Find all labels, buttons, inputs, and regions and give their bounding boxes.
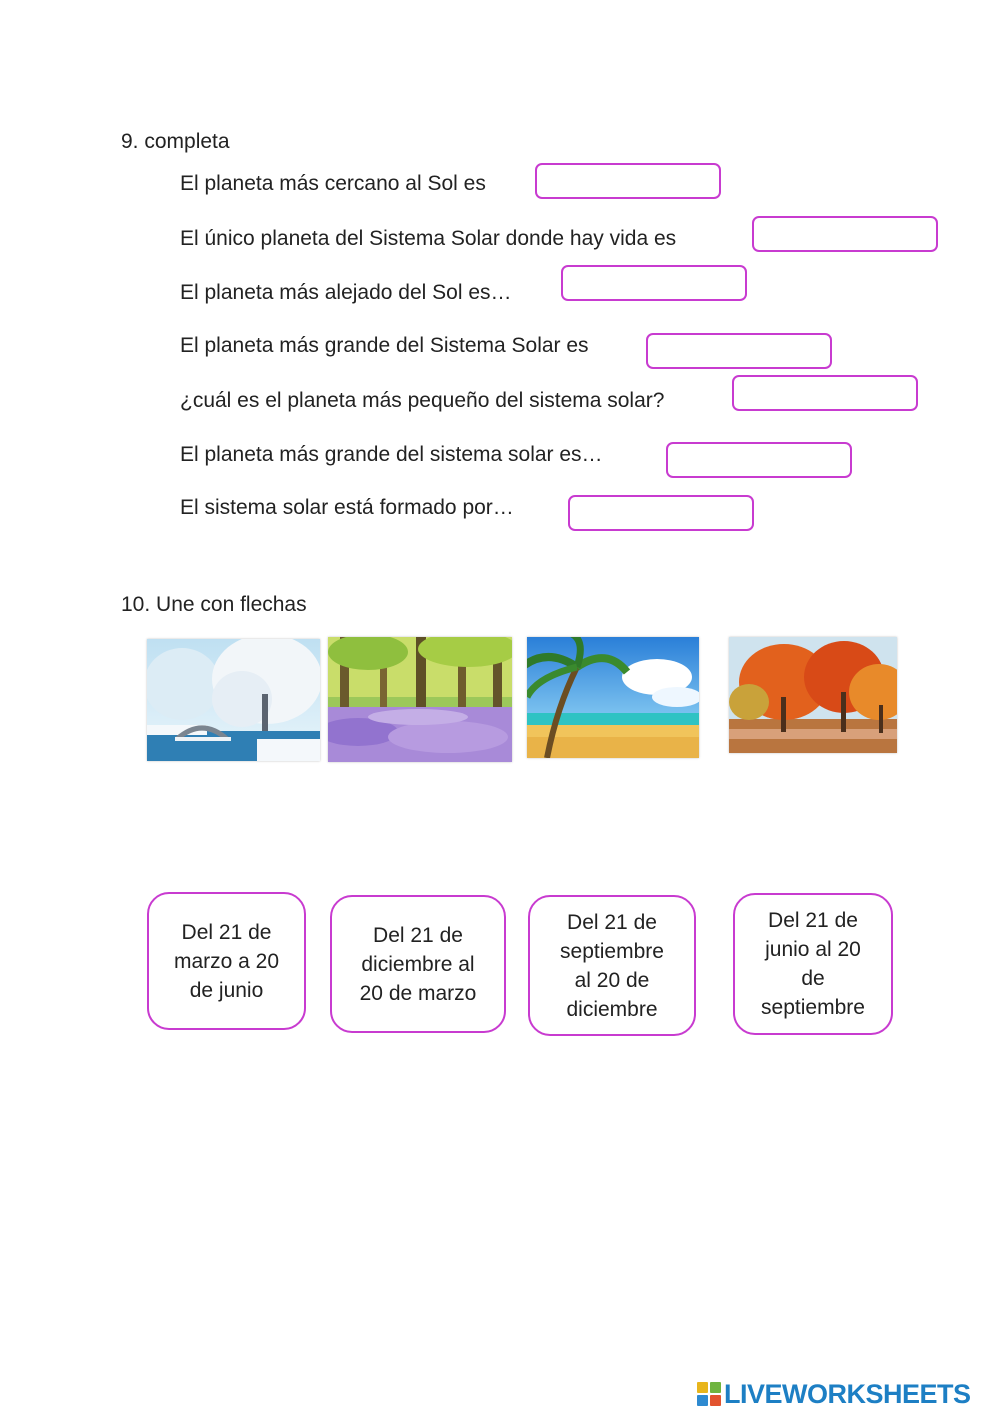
question-2-text: El único planeta del Sistema Solar donde hay vida es [180,227,677,250]
logo-square-1 [697,1382,708,1393]
logo-square-3 [697,1395,708,1406]
answer-3-input[interactable] [561,265,747,301]
season-option-4[interactable] [733,893,893,1035]
summer-photo [527,637,699,758]
section-9-heading: 9. completa [121,130,230,153]
season-option-3-line-3: al 20 de [574,968,650,992]
answer-6-input[interactable] [666,442,852,478]
answer-5-input[interactable] [732,375,918,411]
season-option-3-line-4: diciembre [566,997,658,1021]
logo-mark-icon [697,1382,721,1406]
question-4-text: El planeta más grande del Sistema Solar es [180,334,589,357]
season-option-2-line-3: 20 de marzo [359,981,477,1005]
question-7-text: El sistema solar está formado por… [180,496,514,519]
answer-7-input[interactable] [568,495,754,531]
logo-square-4 [710,1395,721,1406]
question-3-text: El planeta más alejado del Sol es… [180,281,512,304]
season-option-3-line-2: septiembre [560,939,664,963]
logo-text: LIVEWORKSHEETS [724,1378,971,1409]
season-option-1-line-2: marzo a 20 [173,949,280,973]
answer-4-input[interactable] [646,333,832,369]
section-10-heading: 10. Une con flechas [121,593,307,616]
spring-photo [328,637,512,762]
season-option-2-line-1: Del 21 de [373,923,463,947]
question-5-text: ¿cuál es el planeta más pequeño del sistema solar? [180,389,665,412]
season-option-4-line-2: junio al 20 [765,938,861,961]
autumn-photo [729,637,897,753]
liveworksheets-logo [697,1378,971,1410]
answer-1-input[interactable] [535,163,721,199]
question-1-text: El planeta más cercano al Sol es [180,172,486,195]
season-option-1-line-1: Del 21 de [181,920,272,944]
season-option-4-line-4: septiembre [761,996,865,1019]
season-option-2[interactable] [330,895,506,1033]
logo-square-2 [710,1382,721,1393]
season-option-3-line-1: Del 21 de [567,910,657,934]
answer-2-input[interactable] [752,216,938,252]
winter-photo [147,639,320,761]
question-6-text: El planeta más grande del sistema solar es… [180,443,603,466]
season-option-3[interactable] [528,895,696,1036]
season-option-2-line-2: diciembre al [361,952,475,976]
season-option-1-line-3: de junio [189,978,264,1002]
season-option-1[interactable] [147,892,306,1030]
season-option-4-line-3: de [801,967,825,990]
season-option-4-line-1: Del 21 de [768,909,858,932]
